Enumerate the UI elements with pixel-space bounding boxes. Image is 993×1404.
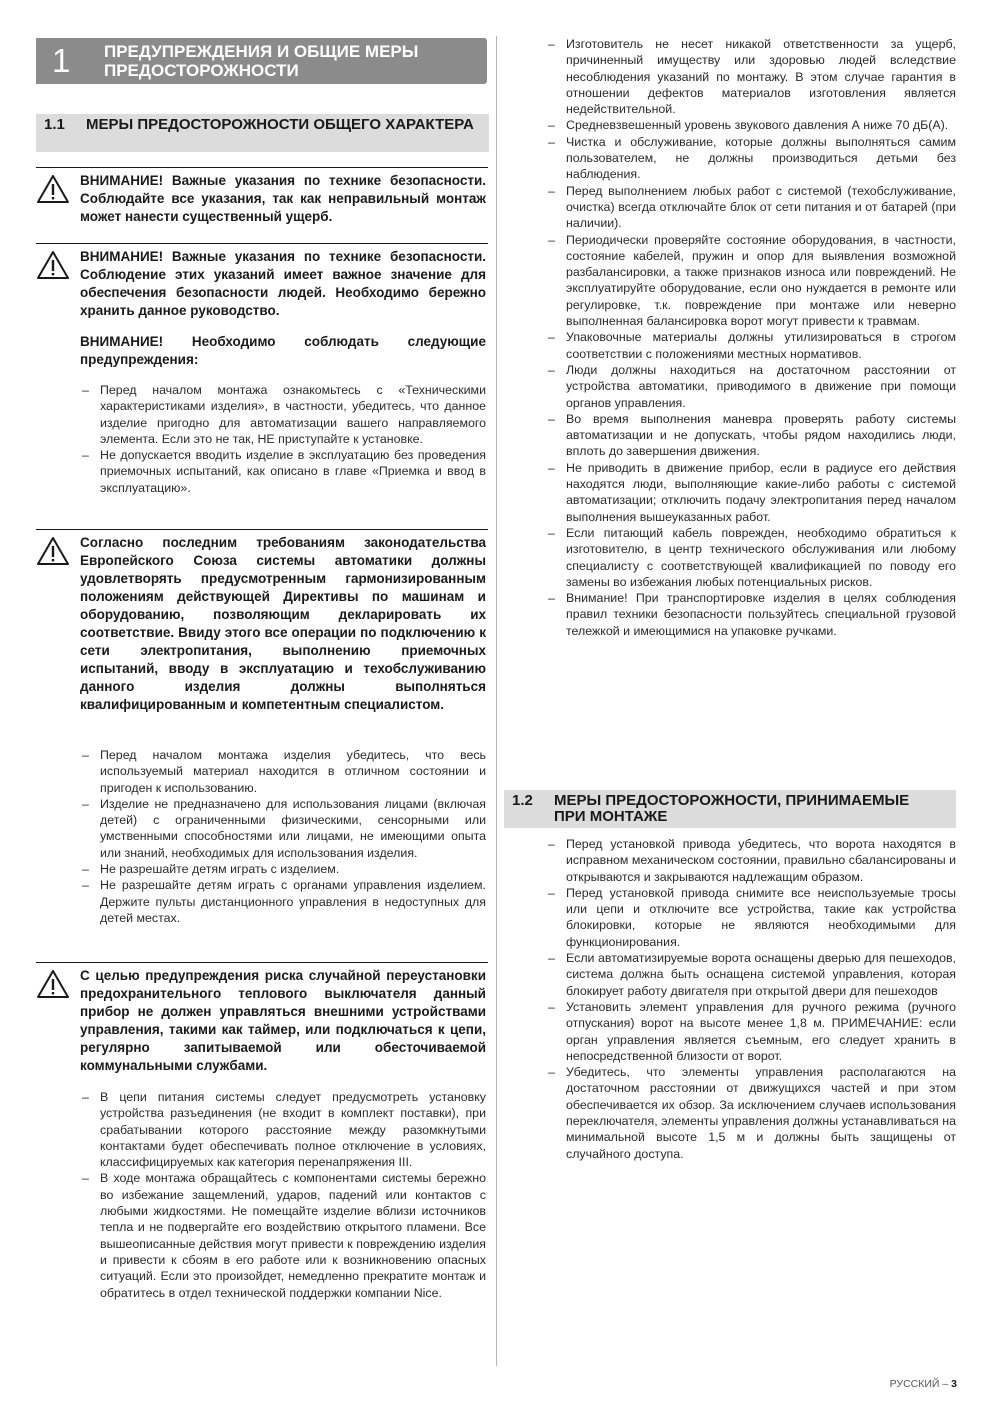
warning-text: ВНИМАНИЕ! Важные указания по технике безопасности. Соблюдение этих указаний имеет важное значение для обеспечения безопасности людей. Необходимо бережно хранить данное руководство. [80,249,486,318]
list-item: – Если автоматизируемые ворота оснащены дверью для пешеходов, система должна быть оснащена системой управления, которая блокирует работу двигателя при открытой двери для пешеходов [546,950,956,999]
warning-triangle-icon [36,174,70,204]
list-item: – Не приводить в движение прибор, если в радиусе его действия находятся люди, выполняющие какие-либо работы с системой автоматизации; отключить подачу электропитания перед началом выполнения вышеуказанных работ. [546,460,956,525]
list-item: – В цепи питания системы следует предусмотреть установку устройства разъединения (не входит в комплект поставки), при срабатывании которого расстояние между разомкнутыми контактами будет обеспечивать полное отключение в условиях, классифицируемых как категория перенапряжения III. [80,1089,486,1170]
section-1-1-header [36,114,489,152]
column-divider [496,36,497,1366]
chapter-header [36,38,487,84]
list-item: – Изготовитель не несет никакой ответственности за ущерб, причиненный имуществу или здоровью людей вследствие несоблюдения указаний по монтажу. В этом случае гарантия в отношении дефектов материалов изготовления является недействительной. [546,36,956,117]
precautions-list-1 [80,382,486,496]
warning-subtext: ВНИМАНИЕ! Необходимо соблюдать следующие предупреждения: [80,334,486,367]
warning-text: Согласно последним требованиям законодательства Европейского Союза системы автоматики должны удовлетворять предусмотренным гармонизированным положениям действующей Директивы по машинам и оборудованию, позволяющим декларировать их соответствие. Ввиду этого все операции по подключению к сети электропитания, выполнению приемочных испытаний, вводу в эксплуатацию и техобслуживанию данного изделия должны выполняться квалифицированным и компетентным специалистом. [80,535,486,712]
page-number: 3 [951,1378,957,1390]
list-item: – Не допускается вводить изделие в эксплуатацию без проведения приемочных испытаний, как описано в главе «Приемка и ввод в эксплуатацию». [80,447,486,496]
list-item: – Не разрешайте детям играть с изделием. [80,861,486,877]
section-title: МЕРЫ ПРЕДОСТОРОЖНОСТИ ОБЩЕГО ХАРАКТЕРА [86,116,474,133]
list-item: – Перед установкой привода убедитесь, что ворота находятся в исправном механическом состоянии, правильно сбалансированы и открываются и закрываются надлежащим образом. [546,836,956,885]
chapter-title: ПРЕДУПРЕЖДЕНИЯ И ОБЩИЕ МЕРЫ ПРЕДОСТОРОЖНОСТИ [104,42,419,80]
list-item: – Перед выполнением любых работ с системой (техобслуживание, очистка) всегда отключайте блок от сети питания и от батарей (при наличии). [546,183,956,232]
warning-triangle-icon [36,969,70,999]
installation-precautions-list [546,836,956,1162]
list-item: – Перед началом монтажа ознакомьтесь с «Техническими характеристиками изделия», в частности, убедитесь, что данное изделие пригодно для автоматизации вашего направляемого элемента. Если это не так, НЕ приступайте к установке. [80,382,486,447]
list-item: – Убедитесь, что элементы управления располагаются на достаточном расстоянии от движущихся частей и при этом обеспечивается их обзор. За исключением случаев использования переключателя, элементы управления должны устанавливаться на минимальной высоте 1,5 м и должны быть защищены от случайного доступа. [546,1064,956,1162]
list-item: – Изделие не предназначено для использования лицами (включая детей) с ограниченными физическими, сенсорными или умственными способностями или лицами, не имеющими опыта или знаний, необходимых для использования изделия. [80,796,486,861]
warning-text: С целью предупреждения риска случайной переустановки предохранительного теплового выключателя данный прибор не должен управляться внешними устройствами управления, такими как таймер, или подключаться к цепи, регулярно запитываемой или обесточиваемой коммунальными службами. [80,968,486,1073]
list-item: – Чистка и обслуживание, которые должны выполняться самим пользователем, не должны производиться детьми без наблюдения. [546,134,956,183]
list-item: – Люди должны находиться на достаточном расстоянии от устройства автоматики, приводимого в движение при помощи органов управления. [546,362,956,411]
list-item: – Перед установкой привода снимите все неиспользуемые тросы или цепи и отключите все устройства, такие как устройства блокировки, которые не являются необходимыми для функционирования. [546,885,956,950]
warning-triangle-icon [36,536,70,566]
precautions-list-3 [80,1089,486,1301]
list-item: – Средневзвешенный уровень звукового давления А ниже 70 дБ(А). [546,117,956,133]
list-item: – Во время выполнения маневра проверять работу системы автоматизации и не допускать, чтобы рядом находились люди, вплоть до завершения движения. [546,411,956,460]
warning-triangle-icon [36,250,70,280]
section-number: 1.1 [44,116,65,133]
warning-block [36,243,488,334]
footer-language: РУССКИЙ – [889,1378,952,1390]
list-item: – Если питающий кабель поврежден, необходимо обратиться к изготовителю, в центр технического обслуживания или любому специалисту с соответствующей квалификацией по поводу его замены во избежания любых потенциальных рисков. [546,525,956,590]
section-title: МЕРЫ ПРЕДОСТОРОЖНОСТИ, ПРИНИМАЕМЫЕ ПРИ МОНТАЖЕ [554,792,910,825]
warning-block [36,529,488,740]
section-number: 1.2 [512,792,533,809]
list-item: – Внимание! При транспортировке изделия в целях соблюдения правил техники безопасности пользуйтесь специальной грузовой тележкой и имеющимися на упаковке ручками. [546,590,956,639]
section-1-2-header [504,790,956,828]
warning-text: ВНИМАНИЕ! Важные указания по технике безопасности. Соблюдайте все указания, так как неправильный монтаж может нанести существенный ущерб. [80,173,486,224]
page-footer [890,1378,957,1390]
list-item: – Установить элемент управления для ручного режима (ручного отпускания) ворот на высоте менее 1,8 м. ПРИМЕЧАНИЕ: если орган управления является съемным, его следует хранить в непосредственной близости от ворот. [546,999,956,1064]
warning-block [36,167,488,228]
list-item: – Не разрешайте детям играть с органами управления изделием. Держите пульты дистанционного управления в недоступных для детей местах. [80,877,486,926]
list-item: – В ходе монтажа обращайтесь с компонентами системы бережно во избежание защемлений, ударов, падений или контактов с любыми жидкостями. Не помещайте изделие вблизи источников тепла и не подвергайте его воздействию открытого пламени. Все вышеописанные действия могут привести к повреждению изделия и привести к сбоям в его работе или к возникновению опасных ситуаций. Если это произойдет, немедленно прекратите монтаж и обратитесь в отдел технической поддержки компании Nice. [80,1170,486,1300]
warning-block [36,962,488,1083]
precautions-list-4 [546,36,956,639]
list-item: – Упаковочные материалы должны утилизироваться в строгом соответствии с положениями местных нормативов. [546,329,956,362]
precautions-list-2 [80,747,486,926]
list-item: – Перед началом монтажа изделия убедитесь, что весь используемый материал находится в отличном состоянии и пригоден к использованию. [80,747,486,796]
chapter-number: 1 [52,42,71,79]
list-item: – Периодически проверяйте состояние оборудования, в частности, состояние кабелей, пружин и опор для выявления возможной разбалансировки, а также признаков износа или повреждений. Не эксплуатируйте оборудование, если оно нуждается в ремонте или регулировке, т.к. повреждение при монтаже или неверно выполненная балансировка ворот могут привести к травмам. [546,232,956,330]
